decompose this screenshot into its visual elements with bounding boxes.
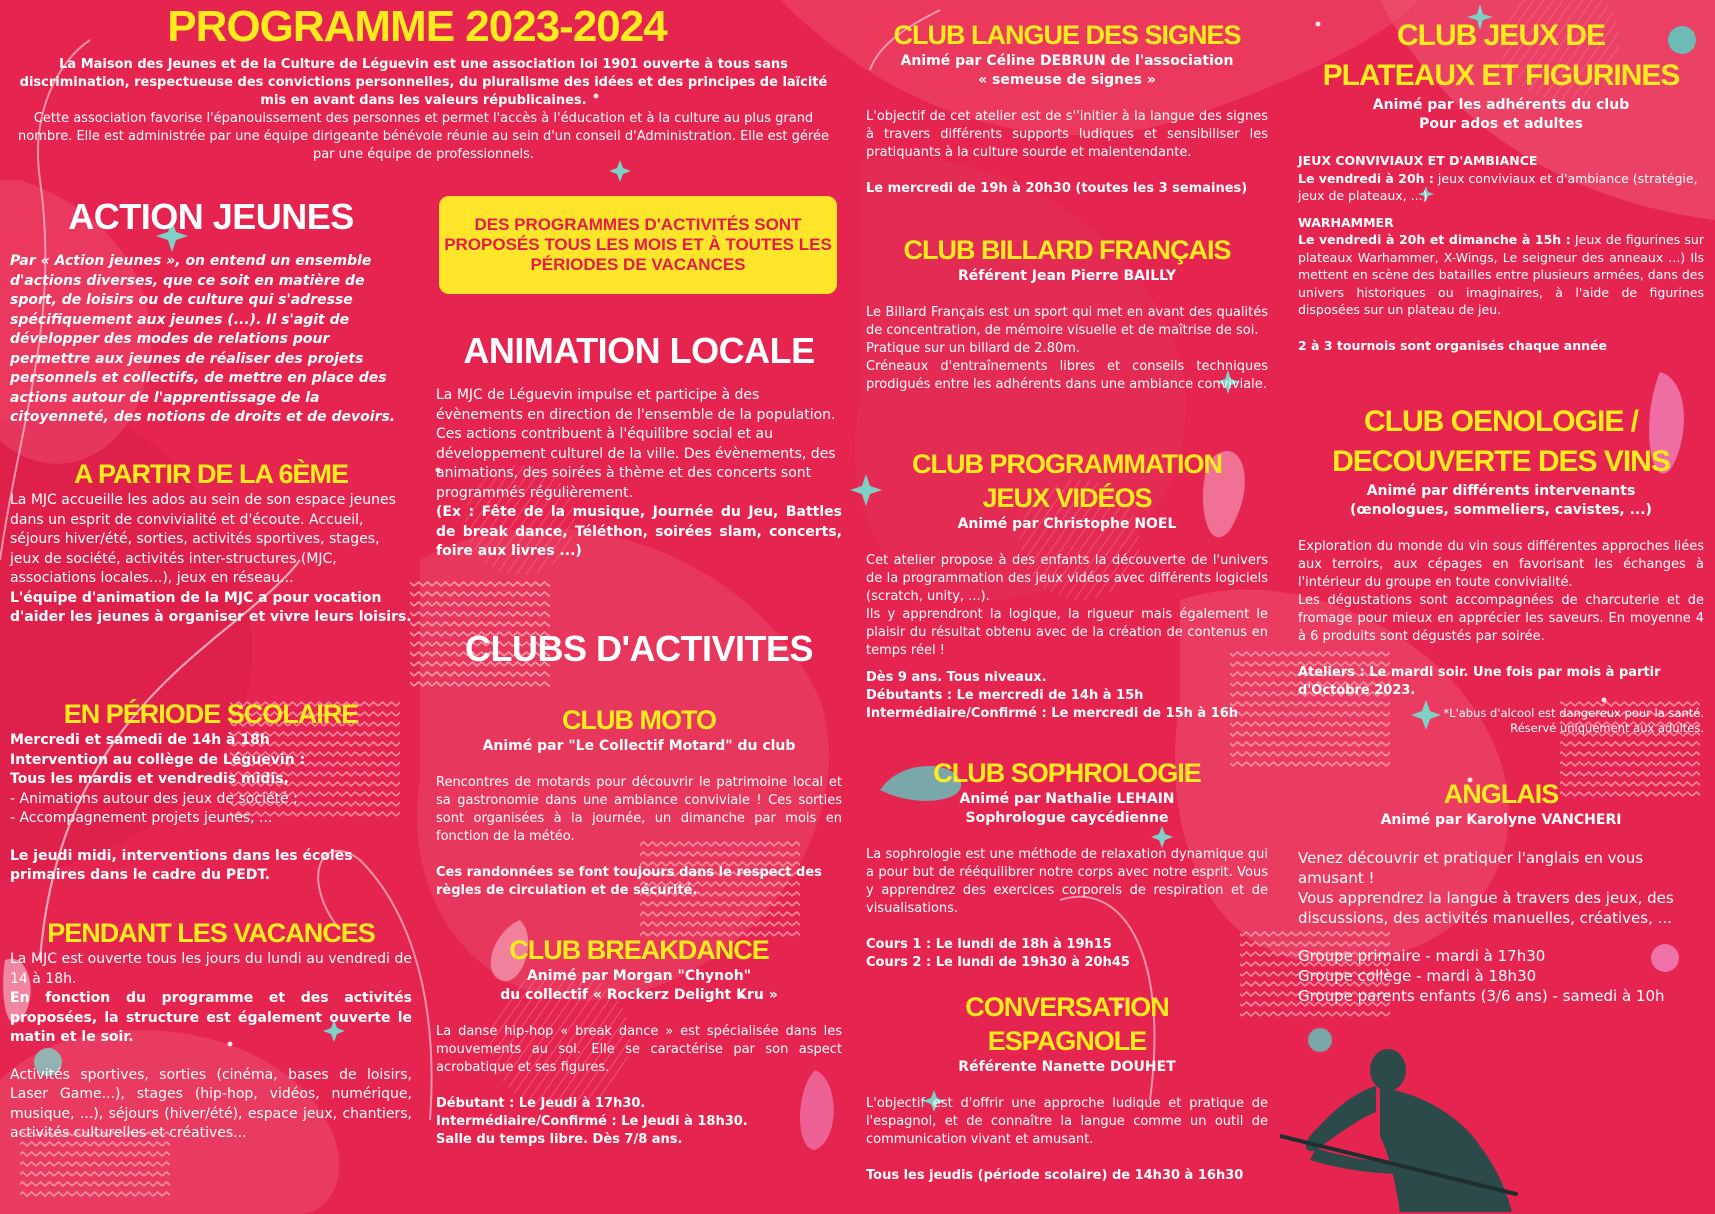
schedule-line: Dès 9 ans. Tous niveaux. [866, 670, 1047, 685]
schedule-line: Ateliers : Le mardi soir. Une fois par mois à partir d'Octobre 2023. [1298, 665, 1661, 698]
group-line: Groupe collège - mardi à 18h30 [1298, 967, 1537, 985]
section-text: Ils y apprendront la logique, la rigueur mais également le plaisir du résultat obtenu avec de la création de contenus en temps réel ! [866, 607, 1268, 658]
section-text: La MJC est ouverte tous les jours du lundi au vendredi de 14 à 18h. [10, 951, 412, 987]
schedule-label: Le vendredi à 20h : [1298, 170, 1434, 186]
section-animation-locale [436, 330, 842, 562]
section-title: CONVERSATION [965, 992, 1169, 1022]
schedule-line: Débutant : Le Jeudi à 17h30. [436, 1096, 646, 1111]
section-text: Cet atelier propose à des enfants la découverte de l'univers de la programmation des jeux vidéos avec différents logiciels (scratch, unity, ...). [866, 553, 1268, 604]
section-text: Rencontres de motards pour découvrir le patrimoine local et sa gastronomie dans une ambiance conviviale ! Ces sorties sont organisées à la journée, un dimanche par mois en fonction de la météo. [436, 775, 842, 844]
schedule-line: Tous les mardis et vendredis midis, [10, 771, 289, 787]
section-bold: En fonction du programme et des activités proposées, la structure est également ouverte le matin et le soir. [10, 990, 412, 1045]
section-subtitle: Animé par "Le Collectif Motard" du club [482, 738, 796, 754]
section-title: ANGLAIS [1443, 779, 1559, 809]
section-title: CLUB PROGRAMMATION [912, 449, 1222, 479]
schedule-line: Le jeudi midi, interventions dans les écoles primaires dans le cadre du PEDT. [10, 847, 353, 883]
section-text: L'objectif est d'offrir une approche ludique et pratique de l'espagnol, et de connaître la langue comme un outil de communication vivant et amusant. [866, 1096, 1268, 1147]
section-subtitle: Animé par les adhérents du club [1372, 97, 1630, 113]
schedule-line: Cours 1 : Le lundi de 18h à 19h15 [866, 937, 1112, 952]
section-text: Pratique sur un billard de 2.80m. [866, 341, 1081, 356]
section-text: Vous apprendrez la langue à travers des jeux, des discussions, des activités manuelles, créatives, ... [1298, 889, 1674, 927]
intro-bold: La Maison des Jeunes et de la Culture de Léguevin est une association loi 1901 ouverte à tous sans discrimination, respectueuse des convictions personnelles, du pluralisme des idées et des principes de laïcité mis en avant dans les valeurs républicaines. [19, 57, 828, 108]
schedule-text: jeux conviviaux et d'ambiance (stratégie, jeux de plateaux, ...) [1298, 170, 1698, 203]
schedule-text: Jeux de figurines sur plateaux Warhammer, X-Wings, Le seigneur des anneaux ...) Ils mettent en scène des batailles entre plusieurs armées, dans des univers historiques ou imaginaires, à l'aide de figurines disposées sur un plateau de jeu. [1298, 232, 1704, 317]
section-text: L'objectif de cet atelier est de s''initier à la langue des signes à travers différents supports ludiques et sensibiliser les pratiquants à la culture sourde et malentendante. [866, 109, 1268, 160]
group-line: Groupe parents enfants (3/6 ans) - samedi à 10h [1298, 987, 1665, 1005]
section-title: EN PÉRIODE SCOLAIRE [63, 699, 359, 729]
schedule-line: Intermédiaire/Confirmé : Le Jeudi à 18h30. [436, 1114, 748, 1129]
warning-note: Réservé uniquement aux adultes. [1510, 721, 1704, 735]
section-subtitle: du collectif « Rockerz Delight Kru » [500, 987, 778, 1003]
schedule-line: Salle du temps libre. Dès 7/8 ans. [436, 1132, 683, 1147]
schedule-line: Intermédiaire/Confirmé : Le mercredi de 15h à 16h [866, 706, 1239, 721]
section-club-billard [866, 233, 1268, 394]
section-anglais [1298, 777, 1704, 1006]
schedule-line: Mercredi et samedi de 14h à 18h [10, 732, 270, 748]
section-subtitle: Sophrologue caycédienne [965, 810, 1169, 826]
section-text: Par « Action jeunes », on entend un ensemble d'actions diverses, que ce soit en matière de sport, de loisirs ou de culture qui s'adresse spécifiquement aux jeunes (...). Il s'agit de développer des modes de relations pour permettre aux jeunes de réaliser des projets personnels et collectifs, de mettre en place des actions autour de l'apprentissage de la citoyenneté, des notions de droits et de devoirs. [10, 253, 396, 425]
schedule-line: Tous les jeudis (période scolaire) de 14h30 à 16h30 [866, 1168, 1244, 1183]
schedule-line: Débutants : Le mercredi de 14h à 15h [866, 688, 1144, 703]
section-bold: L'équipe d'animation de la MJC a pour vocation d'aider les jeunes à organiser et vivre leurs loisirs. [10, 589, 412, 625]
section-title: CLUB MOTO [562, 705, 716, 735]
section-title: PLATEAUX ET FIGURINES [1322, 59, 1680, 92]
section-scolaire [10, 697, 412, 886]
billiard-player-illustration [1280, 1036, 1520, 1212]
section-6eme [10, 457, 412, 628]
section-subtitle: Animé par Christophe NOEL [957, 516, 1177, 532]
subsection-heading: WARHAMMER [1298, 214, 1394, 230]
schedule-line: - Animations autour des jeux de société ; [10, 790, 298, 807]
section-bold: Ces randonnées se font toujours dans le respect des règles de circulation et de sécurité. [436, 865, 822, 898]
section-club-jeux [1298, 16, 1704, 354]
section-subtitle: Pour ados et adultes [1419, 116, 1583, 132]
section-subtitle: Référente Nanette DOUHET [958, 1059, 1176, 1075]
section-subtitle: « semeuse de signes » [978, 72, 1156, 88]
section-club-signes [866, 18, 1268, 198]
section-title: ACTION JEUNES [68, 196, 354, 237]
section-text: La sophrologie est une méthode de relaxation dynamique qui a pour but de rééquilibrer notre corps avec notre esprit. Vous y apprendrez des exercices corporels de respiration et de visualisations. [866, 847, 1268, 916]
subsection-heading: JEUX CONVIVIAUX ET D'AMBIANCE [1298, 153, 1538, 168]
schedule-line: Le mercredi de 19h à 20h30 (toutes les 3 semaines) [866, 181, 1248, 196]
highlight-box: DES PROGRAMMES D'ACTIVITÉS SONT PROPOSÉS TOUS LES MOIS ET À TOUTES LES PÉRIODES DE VACANCES [439, 196, 837, 294]
section-text: La danse hip-hop « break dance » est spécialisée dans les mouvements au sol. Elle se caractérise par son aspect acrobatique et ses figures. [436, 1024, 842, 1075]
section-text: Exploration du monde du vin sous différentes approches liées aux terroirs, aux cépages en favorisant les échanges à l'intérieur du groupe en toute convivialité. [1298, 539, 1704, 590]
section-bold: (Ex : Fête de la musique, Journée du Jeu, Battles de break dance, Téléthon, soirées slam, concerts, foire aux livres ...) [436, 504, 842, 559]
section-text: La MJC accueille les ados au sein de son espace jeunes dans un esprit de convivialité et d'écoute. Accueil, séjours hiver/été, sorties, activités sportives, stages, jeux de société, activités inter-structures (MJC, associations locales...), jeux en réseau... [10, 492, 396, 586]
section-club-oenologie [1298, 402, 1704, 736]
group-line: Groupe primaire - mardi à 17h30 [1298, 947, 1546, 965]
section-vacances [10, 916, 412, 1144]
section-title: CLUB BREAKDANCE [509, 935, 769, 965]
section-title: CLUB LANGUE DES SIGNES [893, 20, 1241, 50]
schedule-line: Intervention au collège de Léguevin : [10, 751, 306, 768]
section-club-programmation [866, 447, 1268, 723]
section-title: ANIMATION LOCALE [463, 330, 815, 371]
section-title: DECOUVERTE DES VINS [1332, 445, 1670, 478]
section-subtitle: Référent Jean Pierre BAILLY [957, 268, 1177, 284]
section-espagnol [866, 990, 1268, 1185]
section-text: Venez découvrir et pratiquer l'anglais en vous amusant ! [1298, 849, 1644, 887]
section-club-sophrologie [866, 756, 1268, 972]
section-subtitle: Animé par Morgan "Chynoh" [526, 968, 752, 984]
section-subtitle: Animé par Céline DEBRUN de l'association [900, 53, 1234, 69]
section-club-breakdance [436, 933, 842, 1149]
section-title: JEUX VIDÉOS [982, 483, 1152, 513]
section-text: Les dégustations sont accompagnées de charcuterie et de fromage pour mieux en apprécier les saveurs. En moyenne 4 à 6 produits sont dégustés par soirée. [1298, 593, 1704, 644]
warning-note: *L'abus d'alcool est dangereux pour la santé. [1443, 706, 1704, 720]
section-subtitle: Animé par Karolyne VANCHERI [1380, 812, 1622, 828]
section-title: PENDANT LES VACANCES [47, 918, 375, 948]
section-club-moto [436, 703, 842, 900]
section-text: La MJC de Léguevin impulse et participe à des évènements en direction de l'ensemble de la population. Ces actions contribuent à l'équilibre social et au développement culturel de la ville. Des évènements, des animations, des soirées à thème et des concerts sont programmés régulièrement. [436, 387, 836, 501]
section-text: Activités sportives, sorties (cinéma, bases de loisirs, Laser Game...), stages (hip-hop, vidéos, numérique, musique, ...), séjours (hiver/été), espace jeux, chantiers, activités culturelles et créatives... [10, 1066, 412, 1141]
intro-text: Cette association favorise l'épanouissement des personnes et permet l'accès à l'éducation et à la culture au plus grand nombre. Elle est administrée par une équipe dirigeante bénévole réunie au sein d'un conseil d'Administration. Elle est gérée par une équipe de professionnels. [18, 111, 829, 162]
schedule-line: - Accompagnement projets jeunes, ... [10, 810, 273, 826]
section-subtitle: Animé par différents intervenants [1366, 483, 1636, 499]
section-text: Créneaux d'entraînements libres et conseils techniques prodigués entre les adhérents dans une ambiance conviviale. [866, 359, 1268, 392]
section-title: A PARTIR DE LA 6ÈME [73, 459, 349, 489]
section-subtitle: Animé par Nathalie LEHAIN [959, 791, 1175, 807]
section-text: Le Billard Français est un sport qui met en avant des qualités de concentration, de mémoire visuelle et de maîtrise de soi. [866, 305, 1268, 338]
section-bold: 2 à 3 tournois sont organisés chaque année [1298, 337, 1607, 353]
section-subtitle: (œnologues, sommeliers, cavistes, ...) [1350, 502, 1652, 518]
section-title: CLUB OENOLOGIE / [1363, 405, 1638, 438]
section-title: CLUB SOPHROLOGIE [933, 758, 1201, 788]
section-title: CLUB JEUX DE [1396, 19, 1606, 52]
section-title: CLUB BILLARD FRANÇAIS [903, 235, 1231, 265]
schedule-label: Le vendredi à 20h et dimanche à 15h : [1298, 232, 1571, 247]
section-title: ESPAGNOLE [987, 1026, 1147, 1056]
page-title: PROGRAMME 2023-2024 [167, 2, 667, 51]
clubs-title: CLUBS D'ACTIVITES [464, 628, 814, 669]
schedule-line: Cours 2 : Le lundi de 19h30 à 20h45 [866, 955, 1130, 970]
section-action-jeunes [10, 196, 412, 428]
